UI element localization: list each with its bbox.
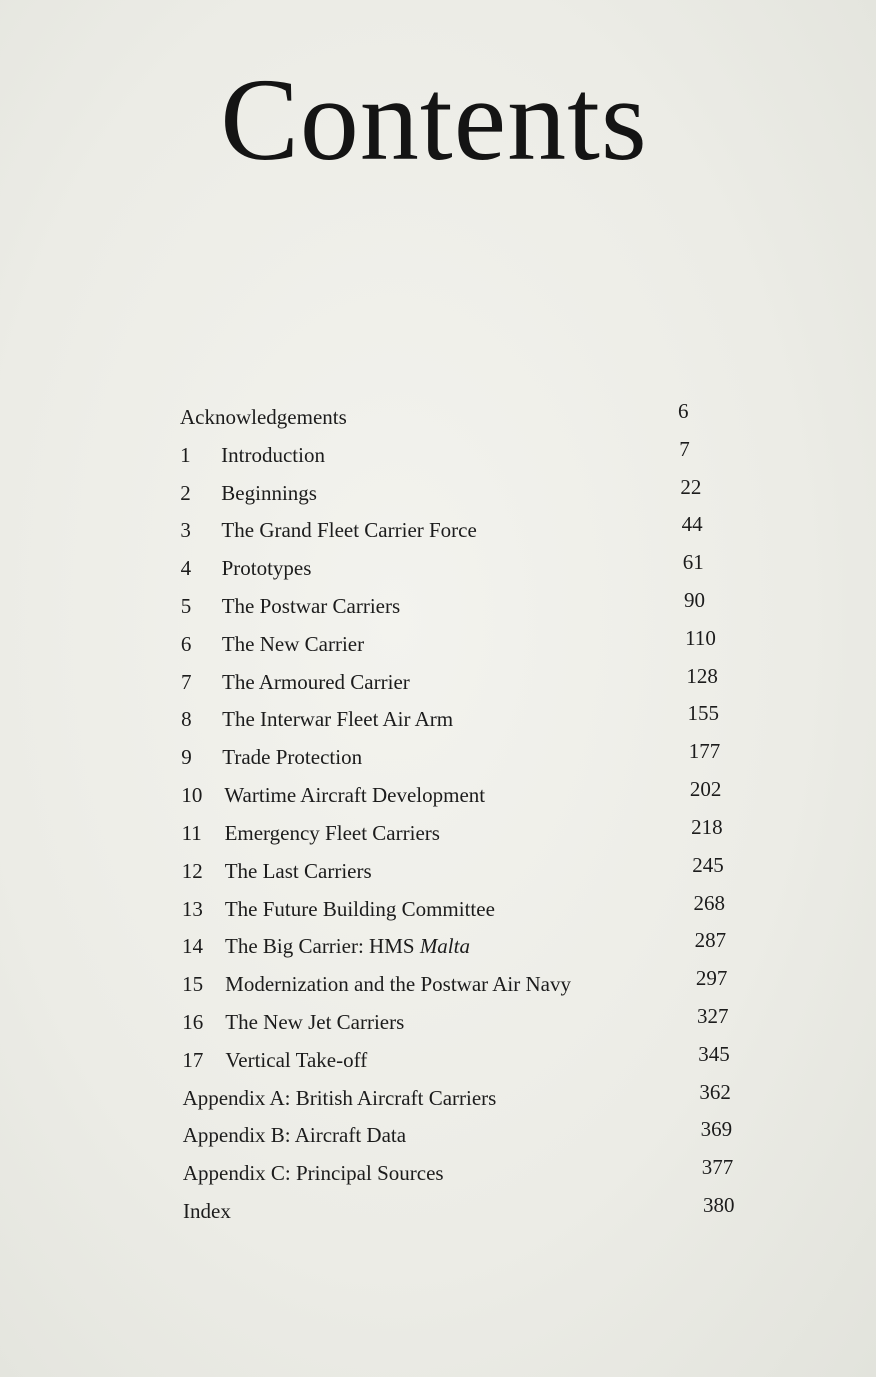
chapter-title — [222, 591, 400, 621]
chapter-number: 3 — [180, 518, 191, 543]
chapter-title-text: The Interwar Fleet Air Arm — [222, 707, 454, 732]
page-number: 110 — [685, 625, 716, 650]
page-number: 177 — [688, 739, 721, 764]
page-number: 202 — [689, 777, 722, 802]
chapter-title-text: The New Carrier — [221, 631, 365, 656]
chapter-title-text: Prototypes — [221, 556, 312, 581]
chapter-title — [225, 856, 372, 886]
chapter-number: 12 — [181, 858, 203, 883]
page-title: Contents — [220, 54, 648, 185]
chapter-title — [222, 704, 453, 734]
chapter-title-text: Beginnings — [221, 480, 317, 505]
chapter-title — [225, 931, 470, 961]
chapter-title — [183, 1120, 406, 1150]
chapter-title-text: Appendix A: British Aircraft Carriers — [182, 1085, 497, 1110]
chapter-title — [222, 667, 410, 697]
chapter-title-text: The Postwar Carriers — [221, 594, 401, 619]
chapter-title — [221, 440, 325, 470]
toc-entry — [0, 1003, 876, 1037]
chapter-title — [224, 780, 485, 810]
chapter-number: 10 — [181, 783, 203, 808]
chapter-title-text: Introduction — [221, 442, 325, 467]
chapter-title-text: Emergency Fleet Carriers — [224, 820, 440, 845]
toc-entry — [0, 1117, 876, 1150]
chapter-title-text: The Future Building Committee — [224, 896, 495, 921]
toc-entry — [0, 1193, 876, 1226]
page-number: 362 — [699, 1079, 731, 1104]
toc-entry — [0, 512, 876, 545]
page-number: 61 — [682, 550, 704, 575]
page-number: 345 — [698, 1041, 730, 1066]
page-number: 245 — [692, 852, 724, 877]
toc-entry — [0, 663, 876, 697]
chapter-title — [222, 629, 364, 659]
page-number: 22 — [680, 474, 702, 499]
chapter-title — [225, 1007, 404, 1037]
chapter-title-text: Modernization and the Postwar Air Navy — [225, 972, 571, 997]
chapter-title — [225, 1045, 367, 1075]
page-number: 218 — [691, 814, 723, 839]
page-number: 377 — [701, 1155, 734, 1180]
page-number: 268 — [693, 890, 725, 915]
toc-entry — [0, 1079, 876, 1113]
page-number: 297 — [695, 966, 728, 991]
chapter-number: 17 — [182, 1047, 204, 1072]
toc-entry — [0, 739, 876, 772]
toc-entry — [0, 474, 876, 508]
chapter-title-text: Appendix B: Aircraft Data — [182, 1123, 407, 1148]
toc-entry — [0, 399, 876, 432]
chapter-title-text: The New Jet Carriers — [225, 1009, 405, 1034]
chapter-number: 11 — [181, 820, 202, 845]
chapter-number: 9 — [181, 745, 192, 770]
toc-entry — [0, 852, 876, 886]
chapter-number: 2 — [180, 480, 191, 505]
chapter-title — [183, 1196, 231, 1226]
chapter-number: 4 — [180, 556, 192, 581]
toc-entry — [0, 550, 876, 583]
page-number: 6 — [678, 399, 689, 423]
chapter-title — [183, 1083, 497, 1113]
chapter-title-text: Acknowledgements — [180, 405, 347, 429]
page-number: 90 — [683, 588, 705, 613]
chapter-title-text: Wartime Aircraft Development — [224, 783, 486, 808]
page-number: 380 — [703, 1193, 735, 1217]
toc-entry — [0, 777, 876, 810]
page-number: 7 — [679, 436, 690, 461]
chapter-title-text: Appendix C: Principal Sources — [182, 1161, 444, 1186]
page-number: 155 — [687, 701, 720, 726]
page-number: 44 — [681, 512, 703, 537]
toc-entry — [0, 928, 876, 961]
chapter-title — [225, 894, 495, 924]
chapter-number: 7 — [181, 669, 192, 694]
chapter-title — [222, 553, 312, 583]
chapter-number: 6 — [180, 631, 192, 656]
chapter-number: 8 — [181, 707, 192, 732]
chapter-title — [225, 818, 440, 848]
chapter-title — [225, 969, 571, 999]
page-number: 369 — [700, 1117, 733, 1142]
chapter-title-text: The Last Carriers — [224, 858, 372, 883]
page-number: 327 — [697, 1003, 729, 1028]
chapter-number: 14 — [182, 934, 203, 959]
toc-entry — [0, 625, 876, 659]
chapter-title-text: Trade Protection — [222, 745, 363, 770]
chapter-title-text: The Big Carrier: HMS — [225, 934, 420, 959]
toc-entry — [0, 814, 876, 848]
chapter-title-text: The Grand Fleet Carrier Force — [221, 518, 477, 543]
chapter-title — [221, 515, 476, 545]
chapter-title-text: Vertical Take-off — [225, 1047, 368, 1072]
page-number: 128 — [686, 663, 718, 688]
chapter-title-italic: Malta — [419, 934, 470, 959]
chapter-title — [221, 478, 317, 508]
toc-entry — [0, 436, 876, 470]
chapter-number: 16 — [182, 1009, 204, 1034]
chapter-number: 1 — [180, 442, 191, 467]
toc-entry — [0, 966, 876, 999]
toc-entry — [0, 588, 876, 621]
chapter-number: 13 — [181, 896, 203, 921]
toc-entry — [0, 890, 876, 924]
toc-entry — [0, 1041, 876, 1075]
chapter-title — [180, 402, 347, 432]
chapter-title-text: The Armoured Carrier — [222, 669, 410, 694]
chapter-number: 15 — [182, 972, 204, 997]
chapter-title-text: Index — [183, 1199, 231, 1223]
chapter-title — [183, 1158, 444, 1188]
chapter-title — [222, 742, 362, 772]
chapter-number: 5 — [180, 594, 192, 619]
page-number: 287 — [694, 928, 727, 953]
toc-entry — [0, 701, 876, 734]
toc-entry — [0, 1155, 876, 1188]
